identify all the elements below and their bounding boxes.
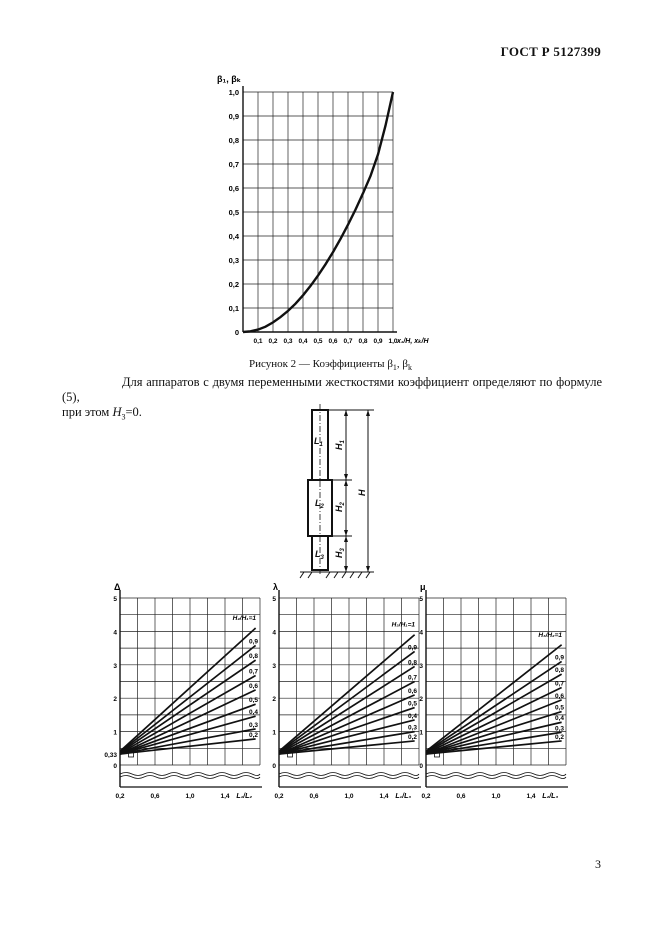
nomogram-delta [104,582,270,800]
series-label: H₃/H₂=1 [538,631,562,639]
axis-break [120,773,260,776]
nomogram-mu [414,582,576,798]
axis-break [120,776,260,779]
x-tick-label: 0,3 [283,338,293,345]
label-H2: $H_2$ [334,502,346,512]
series-label: 0,3 [407,724,417,732]
series-line [426,674,562,752]
series-label: 0,8 [554,667,564,675]
x-axis-label: x₁/H, xₖ/H [397,338,429,345]
y-tick-label: 0,9 [228,112,239,121]
x-tick-label: 0,2 [421,793,431,800]
y-tick-label: 0,3 [228,256,239,265]
y-tick-label: 1 [113,729,117,737]
x-tick-label: 0,5 [313,338,323,345]
y-tick-label: 0 [113,763,117,770]
axis-break [426,776,566,779]
y-tick-label: 3 [419,662,423,670]
column-diagram [290,402,390,578]
x-axis-label: L₂/L₃ [542,793,559,800]
y-tick-label: 5 [272,596,276,603]
y-tick-label: 0 [419,763,423,770]
x-tick-label: 0,2 [268,338,278,345]
series-label: 0,9 [554,654,564,662]
series-label: 0,9 [407,644,417,652]
y-tick-label: 0,33 [104,751,117,759]
series-label: 0,9 [248,638,258,646]
series-label: 0,6 [248,682,258,690]
y-tick-label: 0,5 [228,208,239,217]
x-tick-label: 0,8 [358,338,368,345]
x-tick-label: 1,0 [185,793,195,800]
series-label: 0,2 [407,733,417,741]
y-tick-label: 3 [272,662,276,670]
series-label: 0,7 [554,680,564,688]
y-tick-label: 1 [272,729,276,737]
series-label: 0,8 [248,653,258,661]
y-tick-label: 2 [113,696,117,704]
y-tick-label: 5 [113,596,117,603]
nomogram-lambda [267,582,429,798]
series-label: H₃/H₁=1 [391,621,415,629]
y-tick-label: 5 [419,596,423,603]
series-line [279,666,415,752]
label-H3: $H_3$ [334,548,346,558]
series-line [120,660,256,753]
y-tick-label: 0 [234,328,239,337]
x-tick-label: 1,0 [491,793,501,800]
y-tick-label: 2 [272,696,276,704]
x-tick-label: 1,0 [344,793,354,800]
series-label: 0,8 [407,659,417,667]
label-H1: $H_1$ [334,440,346,450]
series-label: 0,7 [407,674,417,682]
series-label: 0,6 [407,687,417,695]
label-L2: $L_2$ [315,498,324,510]
series-label: 0,7 [248,668,258,676]
y-tick-label: 1 [419,729,423,737]
x-tick-label: 1,4 [220,793,230,800]
x-tick-label: 0,2 [115,793,125,800]
y-axis-label: λ [273,582,279,592]
series-label: 0,3 [248,721,258,729]
x-tick-label: 1,4 [379,793,389,800]
y-tick-label: 0,8 [228,136,239,145]
y-tick-label: 0,2 [228,280,239,289]
axis-break [426,773,566,776]
series-label: H₂/H₁=1 [232,615,256,623]
y-tick-label: 2 [419,696,423,704]
x-tick-label: 1,4 [526,793,536,800]
y-axis-label: β₁, βₖ [217,74,242,84]
figure-caption: Рисунок 2 — Коэффициенты $\beta_1$, $\beta_k$ [248,358,413,373]
series-label: 0,6 [554,692,564,700]
label-H: H [357,489,367,496]
series-label: 0,2 [248,731,258,739]
y-tick-label: 4 [272,629,276,637]
label-L1: $L_1$ [314,436,323,448]
x-tick-label: 0,9 [373,338,383,345]
x-tick-label: 0,6 [309,793,319,800]
axis-break [279,776,419,779]
series-label: 0,4 [407,712,417,720]
series-label: 0,2 [554,733,564,741]
y-tick-label: 0 [272,763,276,770]
x-tick-label: 1,0 [388,338,398,345]
y-tick-label: 1,0 [228,88,239,97]
series-label: 0,5 [407,700,417,708]
x-tick-label: 0,6 [328,338,338,345]
y-tick-label: 0,7 [228,160,239,169]
axis-break [279,773,419,776]
document-header: ГОСТ Р 5127399 [500,44,601,59]
page-number: 3 [595,857,601,871]
y-axis-label: μ [420,582,426,592]
y-axis-label: Δ [114,582,121,592]
y-tick-label: 0,6 [228,184,239,193]
x-tick-label: 0,1 [253,338,263,345]
y-tick-label: 4 [113,629,117,637]
x-tick-label: 0,4 [298,338,308,345]
x-tick-label: 0,7 [343,338,353,345]
y-tick-label: 0,4 [228,232,239,241]
series-label: 0,5 [248,697,258,705]
x-tick-label: 0,6 [150,793,160,800]
series-label: 0,5 [554,704,564,712]
figure-2-chart [205,66,465,352]
x-tick-label: 0,2 [274,793,284,800]
label-L3: $L_3$ [315,549,324,561]
y-tick-label: 0,1 [228,304,239,313]
y-tick-label: 4 [419,629,423,637]
series-label: 0,3 [554,725,564,733]
x-axis-label: L₁/L₃ [395,793,412,800]
x-axis-label: L₁/L₂ [236,793,253,800]
series-label: 0,4 [248,709,258,717]
y-tick-label: 3 [113,662,117,670]
series-label: 0,4 [554,715,564,723]
body-paragraph: Для аппаратов с двумя переменными жесткостями коэффициент определяют по формуле (5), при этом $H_3=0$. [62,375,602,422]
x-tick-label: 0,6 [456,793,466,800]
